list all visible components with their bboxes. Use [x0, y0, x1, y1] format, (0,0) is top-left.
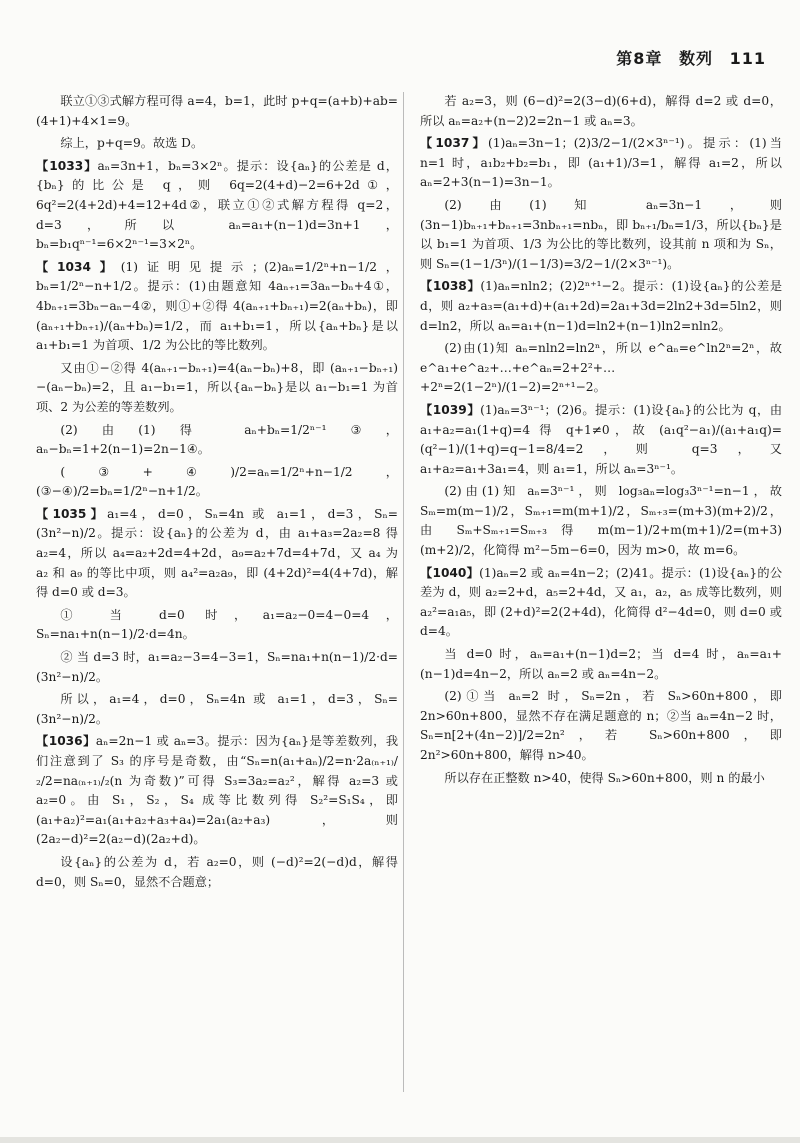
problem-number: 【1034】	[36, 259, 121, 274]
paragraph-text: 当 d=0 时，aₙ=a₁+(n−1)d=2；当 d=4 时，aₙ=a₁+(n−1)d=4n−2，所以 aₙ=2 或 aₙ=4n−2。	[420, 647, 782, 681]
solution-paragraph	[420, 92, 782, 131]
chapter-label: 第8章	[616, 49, 663, 68]
problem-number: 【1039】	[420, 402, 481, 417]
solution-paragraph	[36, 853, 398, 892]
paragraph-text: 综上，p+q=9。故选 D。	[60, 136, 204, 151]
column-divider	[403, 92, 404, 1092]
paragraph-text: (1)aₙ=3n−1；(2)3/2−1/(2×3ⁿ⁻¹)。提示：(1)当 n=1 时，a₁b₂+b₂=b₁，即 (a₁+1)/3=1，解得 a₁=2，所以 aₙ=2+3(n−1)=3n−1。	[420, 136, 782, 190]
paragraph-text: 所以，a₁=4，d=0，Sₙ=4n 或 a₁=1，d=3，Sₙ=(3n²−n)/2。	[36, 692, 398, 726]
paragraph-text: 若 a₂=3，则 (6−d)²=2(3−d)(6+d)，解得 d=2 或 d=0，所以 aₙ=a₂+(n−2)2=2n−1 或 aₙ=3。	[420, 94, 782, 128]
paragraph-text: (③+④)/2=aₙ=1/2ⁿ+n−1/2，(③−④)/2=bₙ=1/2ⁿ−n+1/2。	[36, 464, 398, 499]
problem-number: 【1040】	[420, 565, 480, 580]
solution-paragraph	[420, 339, 782, 398]
paragraph-text: 又由①−②得 4(aₙ₊₁−bₙ₊₁)=4(aₙ−bₙ)+8，即 (aₙ₊₁−bₙ₊₁)−(aₙ−bₙ)=2，且 a₁−b₁=1，所以{aₙ−bₙ}是以 a₁−b₁=1 为首项、2 为公差的等差数列。	[36, 360, 398, 414]
solution-paragraph	[420, 277, 782, 336]
paragraph-text: ② 当 d=3 时，a₁=a₂−3=4−3=1，Sₙ=na₁+n(n−1)/2·d=(3n²−n)/2。	[36, 650, 398, 684]
paragraph-text: 设{aₙ}的公差为 d，若 a₂=0，则 (−d)²=2(−d)d，解得 d=0，则 Sₙ=0，显然不合题意；	[36, 854, 398, 889]
paragraph-text: 联立①③式解方程可得 a=4，b=1，此时 p+q=(a+b)+ab=(4+1)+4×1=9。	[36, 94, 398, 128]
left-column	[36, 92, 398, 895]
solution-paragraph	[420, 687, 782, 765]
paragraph-text: aₙ=3n+1，bₙ=3×2ⁿ。提示：设{aₙ}的公差是 d，{bₙ}的比公是 q，则 6q=2(4+d)−2=6+2d①，6q²=2(4+2d)+4=12+4d②，联立①②式解方程得 q=2，d=3，所以 aₙ=a₁+(n−1)d=3n+1，bₙ=b₁qⁿ⁻¹=6×2ⁿ⁻¹=3×2ⁿ。	[36, 158, 398, 252]
right-column	[420, 92, 782, 791]
problem-number: 【1036】	[36, 734, 96, 749]
problem-number: 【1035】	[36, 506, 108, 521]
paragraph-text: ① 当 d=0 时，a₁=a₂−0=4−0=4，Sₙ=na₁+n(n−1)/2·d=4n。	[36, 607, 398, 642]
solution-paragraph	[36, 359, 398, 418]
paragraph-text: (2)由(1)知 aₙ=3n−1，则 (3n−1)bₙ₊₁+bₙ₊₁=3nbₙ₊₁=nbₙ，即 bₙ₊₁/bₙ=1/3，所以{bₙ}是以 b₁=1 为首项、1/3 为公比的等比数列，设其前 n 项和为 Sₙ，则 Sₙ=(1−1/3ⁿ)/(1−1/3)=3/2−1/(2×3ⁿ⁻¹)。	[420, 197, 782, 271]
solution-paragraph	[36, 606, 398, 645]
solution-paragraph	[36, 505, 398, 603]
chapter-title: 数列	[679, 49, 714, 68]
paragraph-text: (1)aₙ=2 或 aₙ=4n−2；(2)41。提示：(1)设{aₙ}的公差为 d，则 a₂=2+d，a₅=2+4d，又 a₁，a₂，a₅ 成等比数列，则 a₂²=a₁a₅，即 (2+d)²=2(2+4d)，化简得 d²−4d=0，则 d=0 或 d=4。	[420, 565, 783, 639]
problem-number: 【1033】	[36, 158, 98, 173]
problem-number: 【1037】	[420, 136, 488, 151]
paragraph-text: (1)证明见提示；(2)aₙ=1/2ⁿ+n−1/2，bₙ=1/2ⁿ−n+1/2。提示：(1)由题意知 4aₙ₊₁=3aₙ−bₙ+4①，4bₙ₊₁=3bₙ−aₙ−4②，则①+②得 4(aₙ₊₁+bₙ₊₁)=2(aₙ+bₙ)，即 (aₙ₊₁+bₙ₊₁)/(aₙ+bₙ)=1/2，而 a₁+b₁=1，所以{aₙ+bₙ}是以 a₁+b₁=1 为首项、1/2 为公比的等比数列。	[36, 259, 398, 353]
paragraph-text: (1)aₙ=nln2；(2)2ⁿ⁺¹−2。提示：(1)设{aₙ}的公差是 d，则 a₂+a₃=(a₁+d)+(a₁+2d)=2a₁+3d=2ln2+3d=5ln2，则 d=ln2，所以 aₙ=a₁+(n−1)d=ln2+(n−1)ln2=nln2。	[420, 279, 783, 333]
solution-paragraph	[36, 134, 398, 154]
page-bottom-edge	[0, 1137, 800, 1143]
paragraph-text: 所以存在正整数 n>40，使得 Sₙ>60n+800，则 n 的最小	[444, 770, 765, 785]
page-header	[606, 46, 766, 69]
solution-paragraph	[36, 157, 398, 255]
paragraph-text: (2)①当 aₙ=2 时，Sₙ=2n，若 Sₙ>60n+800，即 2n>60n+800，显然不存在满足题意的 n；②当 aₙ=4n−2 时，Sₙ=n[2+(4n−2)]/2=2n²，若 Sₙ>60n+800，即 2n²>60n+800，解得 n>40。	[420, 689, 782, 762]
solution-paragraph	[36, 421, 398, 460]
paragraph-text: (2)由(1)知 aₙ=3ⁿ⁻¹，则 log₃aₙ=log₃3ⁿ⁻¹=n−1，故 Sₘ=m(m−1)/2，Sₘ₊₁=m(m+1)/2，Sₘ₊₃=(m+3)(m+2)/2，由 Sₘ+Sₘ₊₁=Sₘ₊₃ 得 m(m−1)/2+m(m+1)/2=(m+3)(m+2)/2，化简得 m²−5m−6=0，因为 m>0，故 m=6。	[420, 484, 782, 558]
solution-paragraph	[420, 482, 782, 560]
paragraph-text: a₁=4，d=0，Sₙ=4n 或 a₁=1，d=3，Sₙ=(3n²−n)/2。提示：设{aₙ}的公差为 d，由 a₁+a₃=2a₂=8 得 a₂=4，所以 a₄=a₂+2d=4+2d，a₉=a₂+7d=4+7d，又 a₄ 为 a₂ 和 a₉ 的等比中项，则 a₄²=a₂a₉，即 (4+2d)²=4(4+7d)，解得 d=0 或 d=3。	[36, 506, 399, 600]
solution-paragraph	[420, 134, 782, 193]
solution-paragraph	[420, 645, 782, 684]
solution-paragraph	[420, 196, 782, 274]
problem-number: 【1038】	[420, 279, 481, 294]
paragraph-text: aₙ=2n−1 或 aₙ=3。提示：因为{aₙ}是等差数列，我们注意到了 S₃ 的序号是奇数，由“Sₙ=n(a₁+aₙ)/2=n·2a₍ₙ₊₁₎/₂/2=na₍ₙ₊₁₎/₂(n 为奇数)”可得 S₃=3a₂=a₂²，解得 a₂=3 或 a₂=0。由 S₁，S₂，S₄ 成等比数列得 S₂²=S₁S₄，即 (a₁+a₂)²=a₁(a₁+a₂+a₃+a₄)=2a₁(a₂+a₃)，则 (2a₂−d)²=2(a₂−d)(2a₂+d)。	[36, 734, 399, 847]
solution-paragraph	[420, 564, 782, 642]
solution-paragraph	[420, 769, 782, 789]
paragraph-text: (1)aₙ=3ⁿ⁻¹；(2)6。提示：(1)设{aₙ}的公比为 q，由 a₁+a₂=a₁(1+q)=4 得 q+1≠0，故 (a₁q²−a₁)/(a₁+a₁q)=(q²−1)/(1+q)=q−1=8/4=2，则 q=3，又 a₁+a₂=a₁+3a₁=4，则 a₁=1，所以 aₙ=3ⁿ⁻¹。	[420, 402, 783, 476]
solution-paragraph	[36, 690, 398, 729]
solution-paragraph	[420, 401, 782, 479]
solution-paragraph	[36, 648, 398, 687]
solution-paragraph	[36, 463, 398, 502]
page-number: 111	[729, 49, 766, 68]
solution-paragraph	[36, 732, 398, 850]
paragraph-text: (2)由(1)知 aₙ=nln2=ln2ⁿ，所以 e^aₙ=e^ln2ⁿ=2ⁿ，故 e^a₁+e^a₂+…+e^aₙ=2+2²+…+2ⁿ=2(1−2ⁿ)/(1−2)=2ⁿ⁺¹−2。	[420, 341, 782, 395]
solution-paragraph	[36, 92, 398, 131]
paragraph-text: (2)由(1)得 aₙ+bₙ=1/2ⁿ⁻¹③，aₙ−bₙ=1+2(n−1)=2n−1④。	[36, 422, 398, 457]
solution-paragraph	[36, 258, 398, 356]
